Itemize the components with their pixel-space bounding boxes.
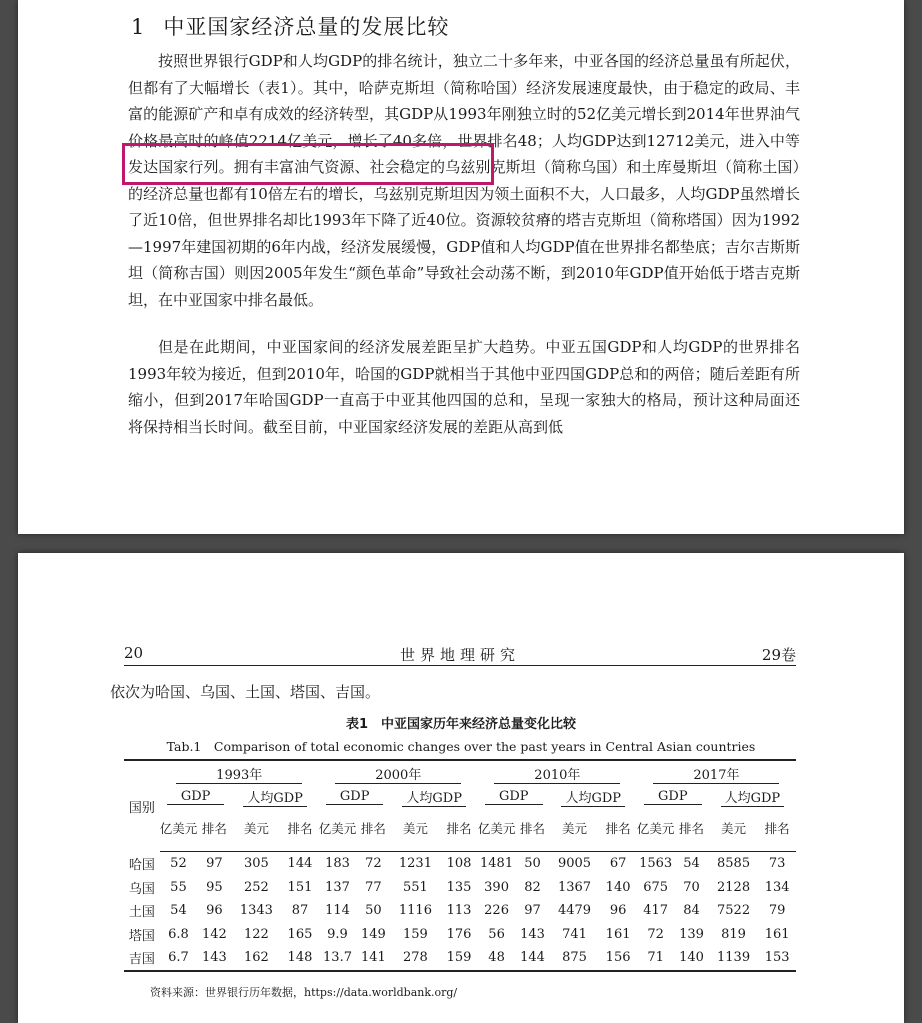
value-cell: 8585 xyxy=(717,856,751,872)
unit-header-cell: 排名 xyxy=(674,807,708,852)
unit-header-cell: 美元 xyxy=(709,807,759,852)
year-header: 2000年 xyxy=(335,768,461,784)
value-cell: 97 xyxy=(524,903,541,919)
value-cell: 252 xyxy=(243,879,269,895)
year-header: 2010年 xyxy=(494,768,620,784)
value-cell: 1343 xyxy=(239,903,273,919)
value-cell: 114 xyxy=(325,903,350,919)
value-cell: 96 xyxy=(609,903,627,919)
paragraph-1-text: 按照世界银行GDP和人均GDP的排名统计，独立二十多年来，中亚各国的经济总量虽有所起伏，但都有了大幅增长（表1）。其中，哈萨克斯坦（简称哈国）经济发展速度最快，由于稳定的政局、丰富的能源矿产和卓有成效的经济转型，其GDP从1993年刚独立时的52亿美元增长到2014年世界油气价格最高时的峰值2214亿美元，增长了40多倍，世界排名48；人均GDP达到12712美元，进入中等发达国家行列。拥有丰富油气资源、社会稳定的乌兹别克斯坦（简称乌国）和土库曼斯坦（简称土国）的经济总量也都有10倍左右的增长，乌兹别克斯坦因为领土面积不大，人口最多，人均GDP虽然增长了近10倍，但世界排名却比1993年下降了近40位。资源较贫瘠的塔吉克斯坦（简称塔国）因为1992—1997年建国初期的6年内战，经济发展缓慢，GDP值和人均GDP值在世界排名都垫底；吉尔吉斯斯坦（简称吉国）则因2005年发生“颜色革命”导致社会动荡不断，到2010年GDP值开始低于塔吉克斯坦，在中亚国家中排名最低。 xyxy=(128,52,800,309)
header-rule xyxy=(124,665,796,666)
value-cell: 2128 xyxy=(717,879,751,895)
value-cell: 54 xyxy=(170,903,187,919)
value-cell: 95 xyxy=(206,879,223,895)
unit-header-cell: 亿美元 xyxy=(160,807,198,852)
value-cell: 77 xyxy=(365,879,382,895)
value-cell: 1139 xyxy=(709,946,759,971)
table-row xyxy=(124,876,796,900)
country-cell: 哈国 xyxy=(128,858,155,873)
table-body xyxy=(124,852,796,971)
section-title: 中亚国家经济总量的发展比较 xyxy=(163,15,450,39)
value-cell: 79 xyxy=(768,903,786,919)
year-header: 2017年 xyxy=(653,768,779,784)
value-cell: 551 xyxy=(403,879,428,895)
value-cell: 50 xyxy=(524,856,541,872)
unit-header-cell: 亿美元 xyxy=(637,807,675,852)
value-cell: 278 xyxy=(391,946,441,971)
value-cell: 159 xyxy=(440,946,478,971)
value-cell: 6.7 xyxy=(160,946,198,971)
unit-header-cell: 排名 xyxy=(515,807,549,852)
value-cell: 108 xyxy=(446,856,472,872)
per-capita-gdp-group-header: 人均GDP xyxy=(243,791,307,807)
body-paragraph-2 xyxy=(128,334,800,440)
value-cell: 161 xyxy=(764,926,790,942)
value-cell: 305 xyxy=(243,856,269,872)
paragraph-2-text: 但是在此期间，中亚国家间的经济发展差距呈扩大趋势。中亚五国GDP和人均GDP的世界排名1993年较为接近，但到2010年，哈国的GDP就相当于其他中亚四国GDP总和的两倍；随后差距有所缩小，但到2017年哈国GDP一直高于中亚其他四国的总和，呈现一家独大的格局，预计这种局面还将保持相当长时间。截至目前，中亚国家经济发展的差距从高到低 xyxy=(128,338,800,436)
value-cell: 96 xyxy=(206,903,223,919)
value-cell: 149 xyxy=(361,926,386,942)
value-cell: 143 xyxy=(197,946,231,971)
value-cell: 159 xyxy=(403,926,428,942)
value-cell: 141 xyxy=(356,946,390,971)
gdp-comparison-table xyxy=(124,759,796,972)
value-cell: 153 xyxy=(758,946,796,971)
section-number: 1 xyxy=(131,15,146,39)
continuation-text: 依次为哈国、乌国、土国、塔国、吉国。 xyxy=(110,683,381,701)
year-header: 1993年 xyxy=(176,768,302,784)
value-cell: 390 xyxy=(484,879,509,895)
gdp-group-header: GDP xyxy=(485,789,543,805)
unit-header-cell: 排名 xyxy=(599,807,637,852)
table-row xyxy=(124,946,796,971)
highlight-annotation-box xyxy=(122,143,494,185)
table-caption-english: Tab.1 Comparison of total economic changes over the past years in Central Asian countries xyxy=(166,739,756,754)
journal-title: 世界地理研究 xyxy=(399,646,520,664)
value-cell: 144 xyxy=(515,946,549,971)
page-number: 20 xyxy=(124,644,144,662)
value-cell: 97 xyxy=(206,856,223,872)
table-source-note: 资料来源：世界银行历年数据，https://data.worldbank.org/ xyxy=(150,986,458,999)
country-cell: 塔国 xyxy=(128,928,155,944)
value-cell: 162 xyxy=(232,946,282,971)
value-cell: 70 xyxy=(683,879,700,895)
table-row xyxy=(124,899,796,923)
table-row xyxy=(124,852,796,876)
value-cell: 140 xyxy=(674,946,708,971)
value-cell: 9.9 xyxy=(327,926,348,942)
per-capita-gdp-group-header: 人均GDP xyxy=(561,791,625,807)
value-cell: 56 xyxy=(488,926,505,942)
value-cell: 6.8 xyxy=(168,926,189,942)
unit-header-cell: 排名 xyxy=(281,807,319,852)
value-cell: 875 xyxy=(550,946,600,971)
section-heading xyxy=(131,11,449,41)
value-cell: 140 xyxy=(605,879,631,895)
per-capita-gdp-group-header: 人均GDP xyxy=(721,791,785,807)
unit-header-row xyxy=(124,807,796,852)
value-cell: 87 xyxy=(291,903,309,919)
unit-header-cell: 排名 xyxy=(356,807,390,852)
value-cell: 122 xyxy=(243,926,269,942)
value-cell: 183 xyxy=(325,856,350,872)
value-cell: 7522 xyxy=(717,903,751,919)
value-cell: 50 xyxy=(365,903,382,919)
gdp-group-header: GDP xyxy=(167,789,225,805)
value-cell: 741 xyxy=(562,926,587,942)
value-cell: 9005 xyxy=(557,856,592,872)
value-cell: 1367 xyxy=(557,879,592,895)
value-cell: 417 xyxy=(643,903,669,919)
value-cell: 1116 xyxy=(398,903,432,919)
country-cell: 土国 xyxy=(128,905,155,921)
document-page-1 xyxy=(18,0,904,534)
unit-header-cell: 亿美元 xyxy=(478,807,516,852)
value-cell: 226 xyxy=(484,903,509,919)
unit-header-cell: 美元 xyxy=(391,807,441,852)
value-cell: 819 xyxy=(721,926,746,942)
value-cell: 161 xyxy=(605,926,631,942)
value-cell: 48 xyxy=(478,946,516,971)
unit-header-cell: 亿美元 xyxy=(319,807,357,852)
table-caption-chinese: 表1 中亚国家历年来经济总量变化比较 xyxy=(345,717,577,732)
value-cell: 135 xyxy=(446,879,472,895)
value-cell: 156 xyxy=(599,946,637,971)
gdp-group-header: GDP xyxy=(326,789,384,805)
value-cell: 134 xyxy=(764,879,790,895)
value-cell: 1481 xyxy=(480,856,514,872)
value-cell: 143 xyxy=(520,926,545,942)
value-cell: 151 xyxy=(287,879,313,895)
value-cell: 52 xyxy=(170,856,187,872)
value-cell: 675 xyxy=(643,879,669,895)
unit-header-cell: 排名 xyxy=(440,807,478,852)
value-cell: 72 xyxy=(647,926,664,942)
value-cell: 113 xyxy=(446,903,472,919)
volume-label: 29卷 xyxy=(761,646,796,664)
value-cell: 71 xyxy=(637,946,675,971)
value-cell: 165 xyxy=(287,926,313,942)
value-cell: 84 xyxy=(683,903,700,919)
value-cell: 1231 xyxy=(398,856,432,872)
document-page-2 xyxy=(18,553,904,1023)
value-cell: 144 xyxy=(287,856,313,872)
value-cell: 139 xyxy=(679,926,704,942)
gdp-group-header: GDP xyxy=(644,789,702,805)
country-cell: 吉国 xyxy=(124,946,160,971)
value-cell: 13.7 xyxy=(319,946,357,971)
country-column-header: 国别 xyxy=(124,760,160,852)
unit-header-cell: 美元 xyxy=(550,807,600,852)
per-capita-gdp-group-header: 人均GDP xyxy=(402,791,466,807)
value-cell: 67 xyxy=(609,856,627,872)
country-cell: 乌国 xyxy=(128,881,155,897)
unit-header-cell: 排名 xyxy=(197,807,231,852)
value-cell: 137 xyxy=(325,879,350,895)
value-cell: 82 xyxy=(524,879,541,895)
value-cell: 73 xyxy=(768,856,786,872)
value-cell: 176 xyxy=(446,926,472,942)
value-cell: 55 xyxy=(170,879,187,895)
value-cell: 54 xyxy=(683,856,700,872)
value-cell: 148 xyxy=(281,946,319,971)
value-cell: 4479 xyxy=(557,903,592,919)
value-cell: 142 xyxy=(201,926,227,942)
value-cell: 1563 xyxy=(639,856,673,872)
table-row xyxy=(124,923,796,947)
value-cell: 72 xyxy=(365,856,382,872)
unit-header-cell: 排名 xyxy=(758,807,796,852)
unit-header-cell: 美元 xyxy=(232,807,282,852)
